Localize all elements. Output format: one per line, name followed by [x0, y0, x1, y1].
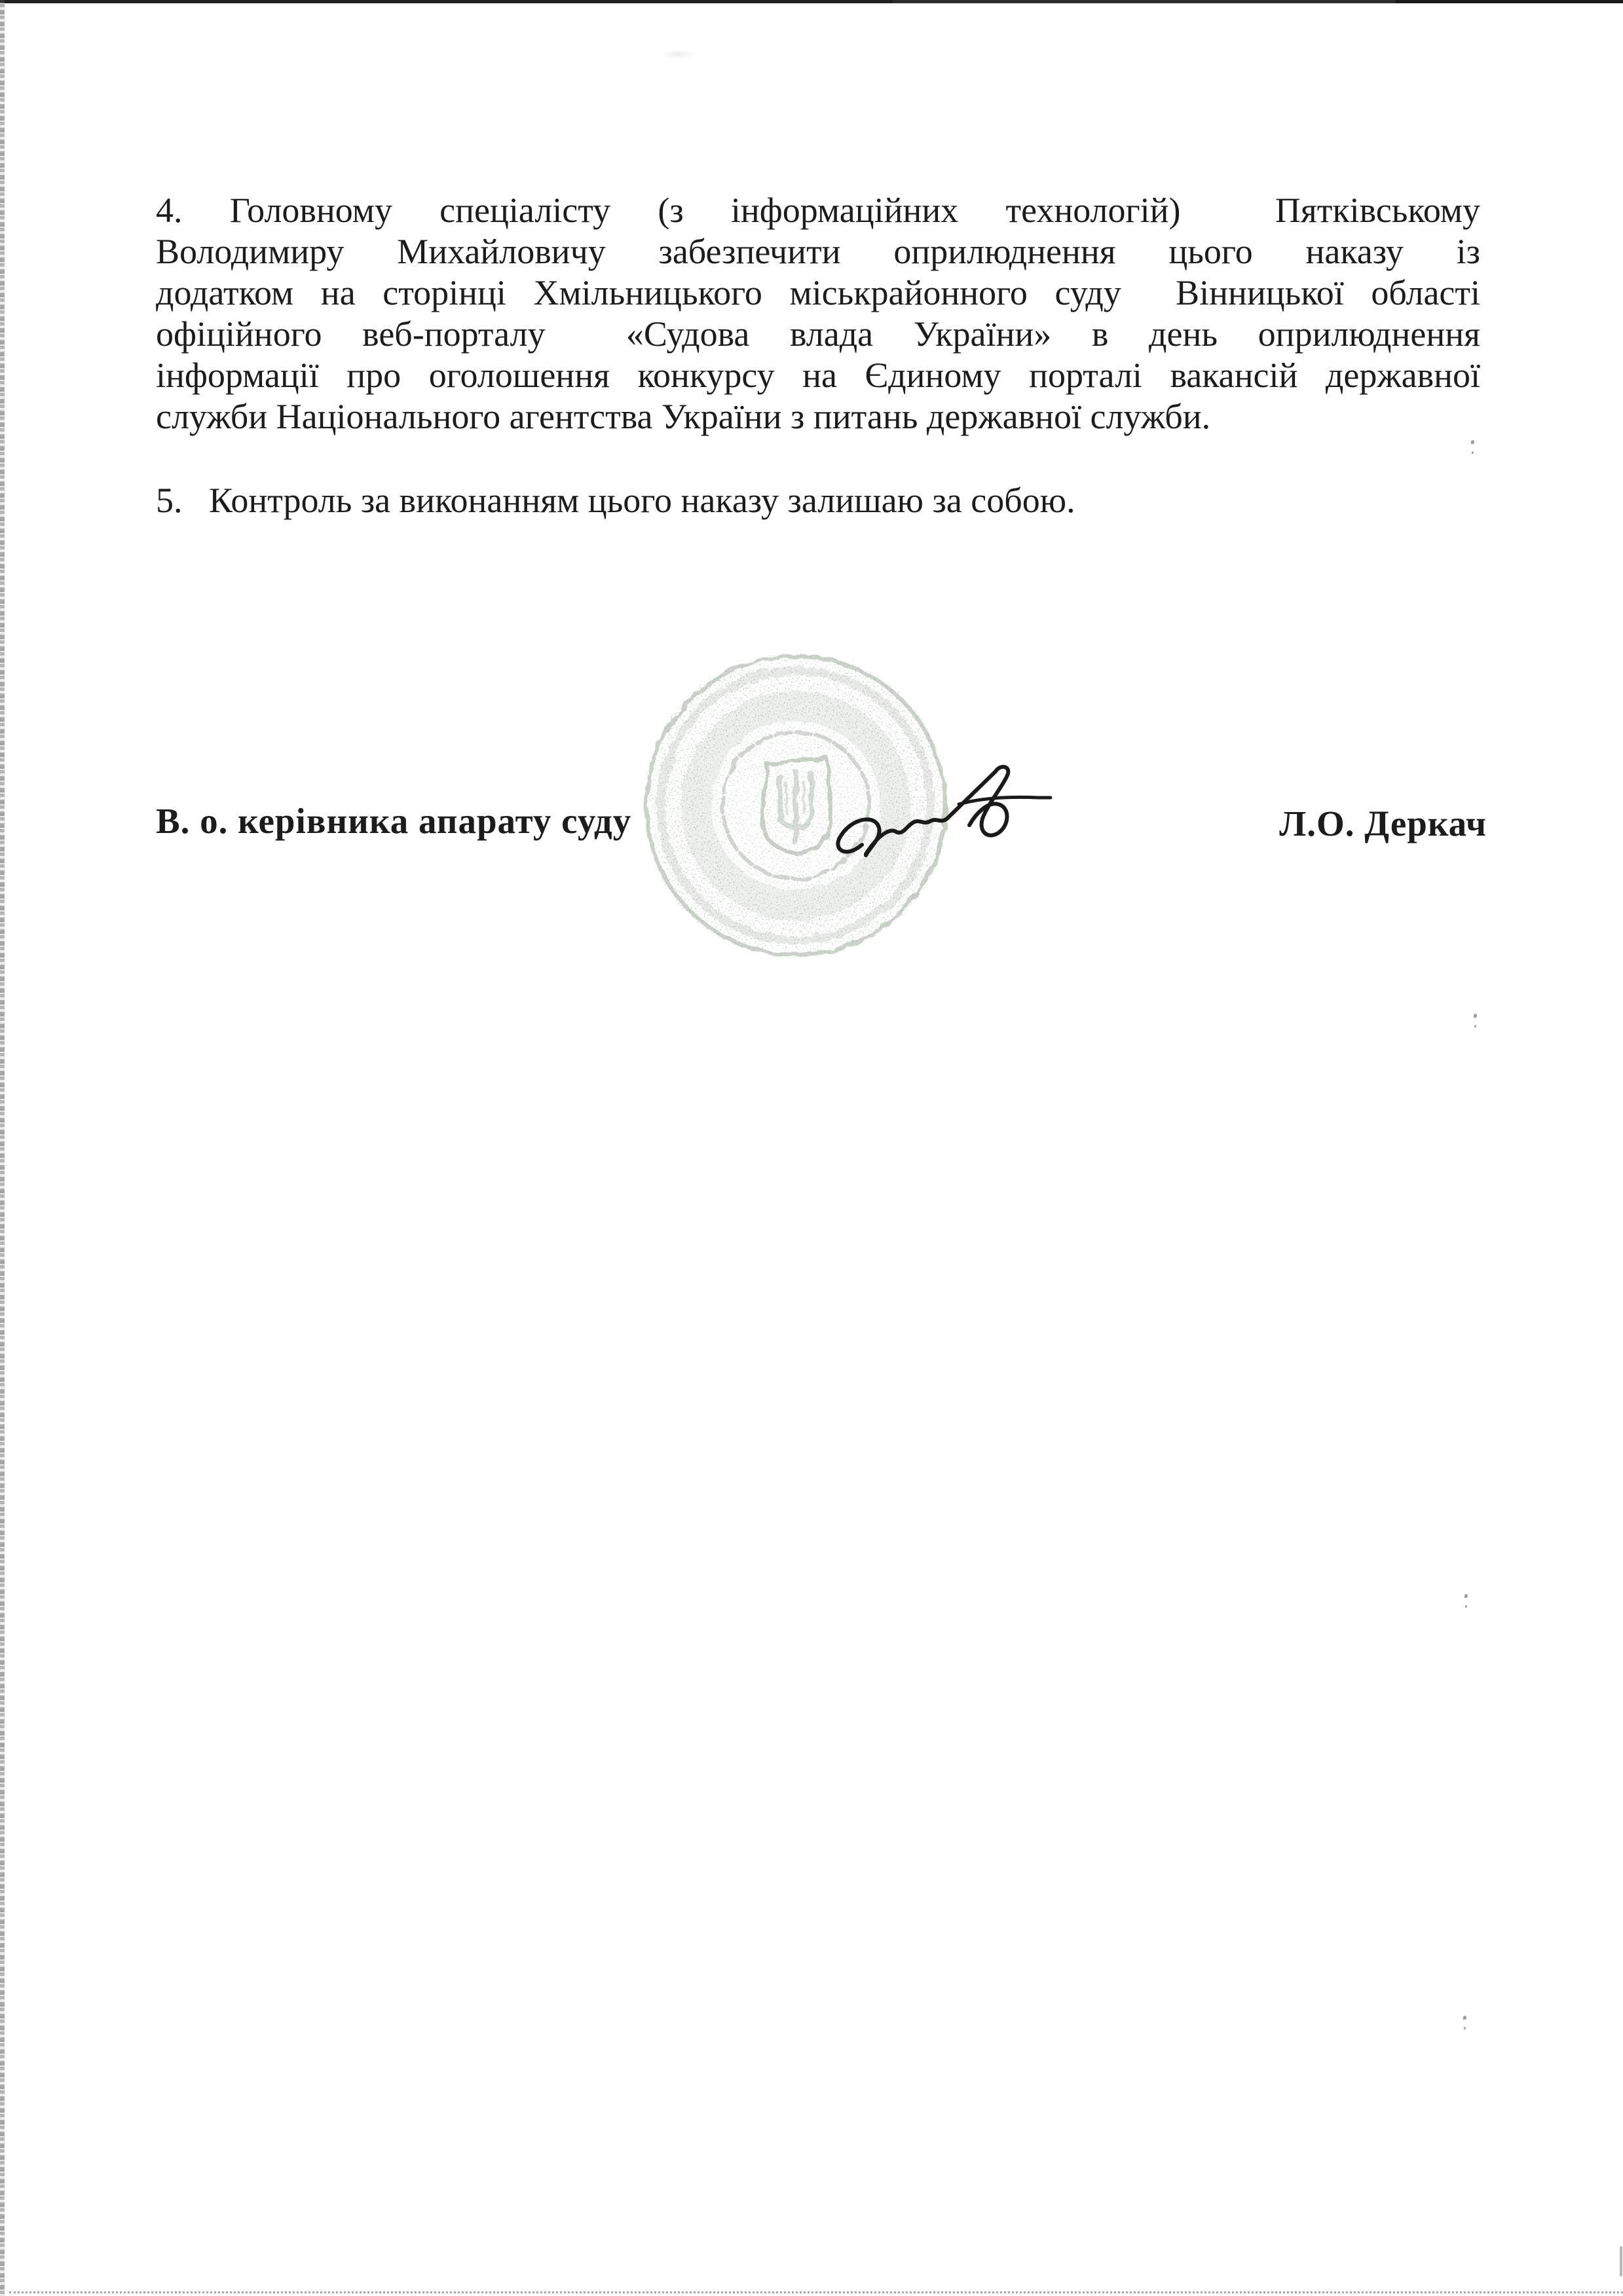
- scan-top-edge-line: [0, 0, 1623, 3]
- order-item-4: [156, 190, 1480, 437]
- order-item-5: 5. Контроль за виконанням цього наказу залишаю за собою.: [156, 481, 1075, 520]
- signer-name: Л.О. Деркач: [1279, 804, 1487, 843]
- scan-bottom-edge-line: [9, 2291, 1623, 2293]
- handwritten-signature: [832, 732, 1054, 863]
- order-item-4-line-5: інформації про оголошення конкурсу на Єдиному порталі вакансій державної: [156, 356, 1480, 395]
- order-item-4-line-6: служби Національного агентства України з питань державної служби.: [156, 397, 1211, 436]
- ink-speck: [1464, 1594, 1468, 1598]
- order-item-4-line-3: додатком на сторінці Хмільницького міськрайонного суду Вінницької області: [156, 273, 1480, 312]
- order-item-4-line-1: 4. Головному спеціалісту (з інформаційних технологій) Пятківському: [156, 191, 1480, 230]
- scan-smudge: [660, 50, 697, 59]
- scan-right-edge-mark: [1620, 2246, 1622, 2276]
- order-item-4-line-4: офіційного веб-порталу «Судова влада України» в день оприлюднення: [156, 314, 1480, 354]
- ink-speck: [1471, 440, 1474, 444]
- signer-position-title: В. о. керівника апарату суду: [156, 801, 632, 841]
- order-item-4-line-2: Володимиру Михайловичу забезпечити оприлюднення цього наказу із: [156, 232, 1480, 271]
- scan-left-edge-strip: [0, 0, 5, 2296]
- ink-speck: [1474, 1014, 1477, 1018]
- ink-speck: [1463, 2016, 1466, 2020]
